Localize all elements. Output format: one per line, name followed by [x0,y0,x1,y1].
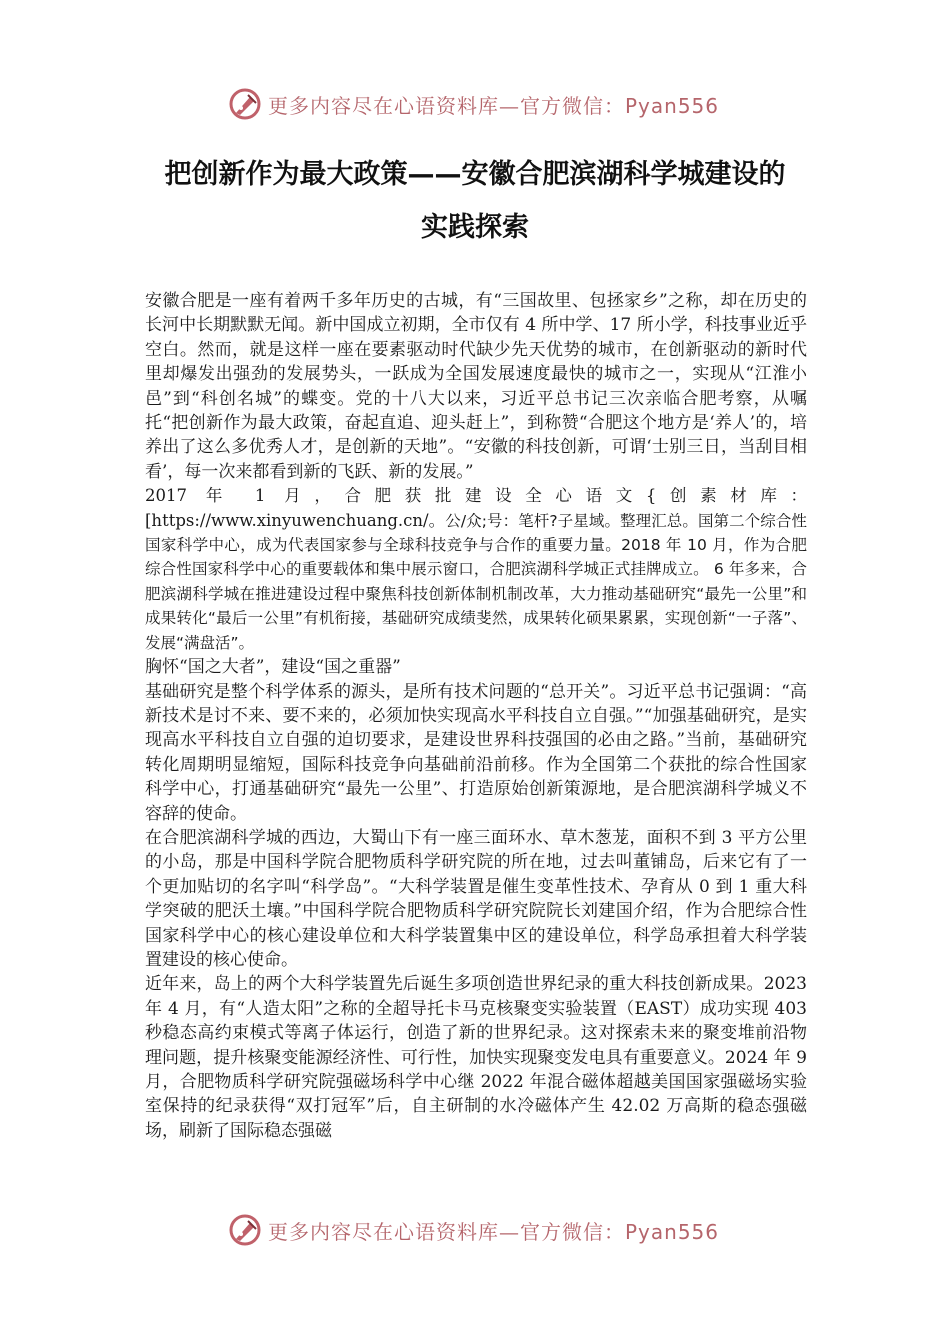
title-line-1: 把创新作为最大政策——安徽合肥滨湖科学城建设的 [164,159,786,190]
section-heading: 胸怀“国之大者”，建设“国之重器” [145,657,401,678]
mixed-sans-part: 公/众;号：笔杆?子星域。整理汇总。国第二个综合性国家科学中心，成为代表国家参与全球科技竞争与合作的重要力量。2018 年 10 月，作为合肥综合性国家科学中心的重要载体和集中展示窗口，合肥滨湖科学城正式挂牌成立。 6 年多来，合肥滨湖科学城在推进建设过程中聚焦科技创新体制机制改革，大力推动基础研究“最先一公里”和成果转化“最后一公里”有机衔接，基础研究成绩斐然，成果转化硕果累累，实现创新“一子落”、发展“满盘活”。 [145,511,807,652]
title-line-2: 实践探索 [421,212,529,243]
page-title [130,148,820,254]
pen-nib-logo-icon [228,1213,262,1247]
paragraph: 在合肥滨湖科学城的西边，大蜀山下有一座三面环水、草木葱茏，面积不到 3 平方公里的小岛，那是中国科学院合肥物质科学研究院的所在地，过去叫董铺岛，后来它有了一个更加贴切的名字叫“科学岛”。“大科学装置是催生变革性技术、孕育从 0 到 1 重大科学突破的肥沃土壤。”中国科学院合肥物质科学研究院院长刘建国介绍，作为合肥综合性国家科学中心的核心建设单位和大科学装置集中区的建设单位，科学岛承担着大科学装置建设的核心使命。 [145,827,807,970]
header-banner [0,84,950,124]
pen-nib-logo-icon [228,87,262,121]
article-body [145,289,807,1143]
paragraph: 基础研究是整个科学体系的源头，是所有技术问题的“总开关”。习近平总书记强调：“高新技术是讨不来、要不来的，必须加快实现高水平科技自立自强。”“加强基础研究，是实现高水平科技自立自强的迫切要求，是建设世界科技强国的必由之路。”当前，基础研究转化周期明显缩短，国际科技竞争向基础前沿前移。作为全国第二个获批的综合性国家科学中心，打通基础研究“最先一公里”、打造原始创新策源地，是合肥滨湖科学城义不容辞的使命。 [145,681,807,824]
footer-banner [0,1210,950,1250]
banner-text: 更多内容尽在心语资料库—官方微信：Pyan556 [268,93,720,118]
paragraph: 安徽合肥是一座有着两千多年历史的古城，有“三国故里、包拯家乡”之称，却在历史的长河中长期默默无闻。新中国成立初期，全市仅有 4 所中学、17 所小学，科技事业近乎空白。然而，就是这样一座在要素驱动时代缺少先天优势的城市，在创新驱动的新时代里却爆发出强劲的发展势头，一跃成为全国发展速度最快的城市之一，实现从“江淮小邑”到“科创名城”的蝶变。党的十八大以来，习近平总书记三次亲临合肥考察，从嘱托“把创新作为最大政策，奋起直追、迎头赶上”，到称赞“合肥这个地方是‘养人’的，培养出了这么多优秀人才，是创新的天地”。“安徽的科技创新，可谓‘士别三日，当刮目相看’，每一次来都看到新的飞跃、新的发展。” [145,291,807,482]
wechat-id: Pyan556 [625,1219,720,1244]
mixed-serif-part: 2017 年 1 月，合肥获批建设全心语文{创素材库：[https://www.xinyuwenchuang.cn/。 [145,486,807,530]
paragraph: 近年来，岛上的两个大科学装置先后诞生多项创造世界纪录的重大科技创新成果。2023 年 4 月，有“人造太阳”之称的全超导托卡马克核聚变实验装置（EAST）成功实现 403 秒稳态高约束模式等离子体运行，创造了新的世界纪录。这对探索未来的聚变堆前沿物理问题，提升核聚变能源经济性、可行性，加快实现聚变发电具有重要意义。2024 年 9 月，合肥物质科学研究院强磁场科学中心继 2022 年混合磁体超越美国国家强磁场实验室保持的纪录获得“双打冠军”后，自主研制的水冷磁体产生 42.02 万高斯的稳态强磁场，刷新了国际稳态强磁 [145,974,807,1141]
wechat-id: Pyan556 [625,93,720,118]
banner-text: 更多内容尽在心语资料库—官方微信：Pyan556 [268,1219,720,1244]
mixed-paragraph [145,484,807,655]
